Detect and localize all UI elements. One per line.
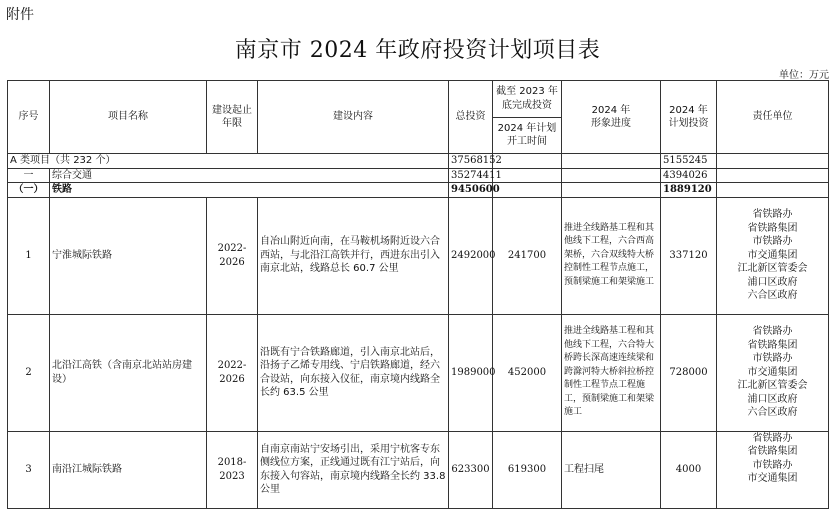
- table-row: [8, 431, 829, 508]
- header-row: [8, 81, 829, 154]
- summary-total: 37568152: [449, 154, 493, 169]
- project-period: 2022-2026: [207, 314, 258, 431]
- header-total: 总投资: [449, 81, 493, 154]
- project-seq: 3: [8, 431, 50, 508]
- project-seq: 2: [8, 314, 50, 431]
- header-period: 建设起止 年限: [207, 81, 258, 154]
- project-completed: 452000: [493, 314, 562, 431]
- project-total: 623300: [449, 431, 493, 508]
- project-plan: 728000: [661, 314, 717, 431]
- empty-cell: [717, 154, 829, 169]
- summary-plan: 4394026: [661, 168, 717, 183]
- project-completed: 619300: [493, 431, 562, 508]
- page-title: 南京市 2024 年政府投资计划项目表: [234, 38, 601, 63]
- empty-cell: [562, 168, 661, 183]
- project-completed: 241700: [493, 197, 562, 314]
- header-completed: 截至 2023 年 底完成投资: [496, 86, 558, 111]
- header-completed-group: [493, 81, 562, 154]
- project-content: 沿既有宁合铁路廊道，引入南京北站后，沿扬子乙烯专用线、宁启铁路廊道，经六合设站，向东接入仪征，南京境内线路全长约 63.5 公里: [258, 314, 449, 431]
- project-name: 北沿江高铁（含南京北站站房建设）: [50, 314, 207, 431]
- summary-label: 铁路: [50, 183, 449, 198]
- summary-row-railway: [8, 183, 829, 198]
- project-progress: 推进全线路基工程和其他线下工程，六合特大桥跨长深高速连续梁和跨滁河特大桥斜拉桥控制性工程节点工程施工，预制梁施工和架梁施工: [562, 314, 661, 431]
- project-content: 自南京南站宁安场引出，采用宁杭客专东侧线位方案，正线通过既有江宁站后，向东接入句容站，南京境内线路全长约 33.8 公里: [258, 431, 449, 508]
- summary-plan: 5155245: [661, 154, 717, 169]
- empty-cell: [717, 183, 829, 198]
- summary-total: 9450600: [449, 183, 493, 198]
- summary-row-transport: [8, 168, 829, 183]
- header-responsible-unit: 责任单位: [717, 81, 829, 154]
- empty-cell: [562, 154, 661, 169]
- summary-label: A 类项目（共 232 个）: [8, 154, 449, 169]
- project-period: 2018-2023: [207, 431, 258, 508]
- header-seq: 序号: [8, 81, 50, 154]
- investment-table: [7, 80, 829, 509]
- table-row: [8, 314, 829, 431]
- project-progress: 工程扫尾: [562, 431, 661, 508]
- summary-seq: 一: [8, 168, 50, 183]
- project-content: 自冶山附近向南，在马鞍机场附近设六合西站，与北沿江高铁并行，西进东出引入南京北站，线路总长 60.7 公里: [258, 197, 449, 314]
- summary-row-a: [8, 154, 829, 169]
- project-progress: 推进全线路基工程和其他线下工程，六合西高架桥，六合双线特大桥控制性工程节点施工，预制梁施工和架梁施工: [562, 197, 661, 314]
- project-name: 南沿江城际铁路: [50, 431, 207, 508]
- unit-label: 单位：万元: [779, 70, 829, 81]
- project-plan: 4000: [661, 431, 717, 508]
- project-units: 省铁路办 省铁路集团 市铁路办 市交通集团 江北新区管委会 浦口区政府 六合区政府: [717, 314, 829, 431]
- attachment-label: 附件: [6, 7, 34, 23]
- header-plan-invest: 2024 年 计划投资: [661, 81, 717, 154]
- project-units: 省铁路办 省铁路集团 市铁路办 市交通集团 江北新区管委会 浦口区政府 六合区政府: [717, 197, 829, 314]
- empty-cell: [493, 154, 562, 169]
- project-plan: 337120: [661, 197, 717, 314]
- project-units: 省铁路办 省铁路集团 市铁路办 市交通集团: [717, 431, 829, 508]
- header-progress: 2024 年 形象进度: [562, 81, 661, 154]
- summary-total: 35274411: [449, 168, 493, 183]
- empty-cell: [493, 168, 562, 183]
- summary-seq: （一）: [8, 183, 50, 198]
- project-total: 1989000: [449, 314, 493, 431]
- header-content: 建设内容: [258, 81, 449, 154]
- summary-label: 综合交通: [50, 168, 449, 183]
- header-name: 项目名称: [50, 81, 207, 154]
- project-seq: 1: [8, 197, 50, 314]
- project-total: 2492000: [449, 197, 493, 314]
- table-row: [8, 197, 829, 314]
- empty-cell: [717, 168, 829, 183]
- header-plan-start: 2024 年计划 开工时间: [493, 117, 561, 154]
- empty-cell: [562, 183, 661, 198]
- empty-cell: [493, 183, 562, 198]
- project-period: 2022-2026: [207, 197, 258, 314]
- summary-plan: 1889120: [661, 183, 717, 198]
- project-name: 宁淮城际铁路: [50, 197, 207, 314]
